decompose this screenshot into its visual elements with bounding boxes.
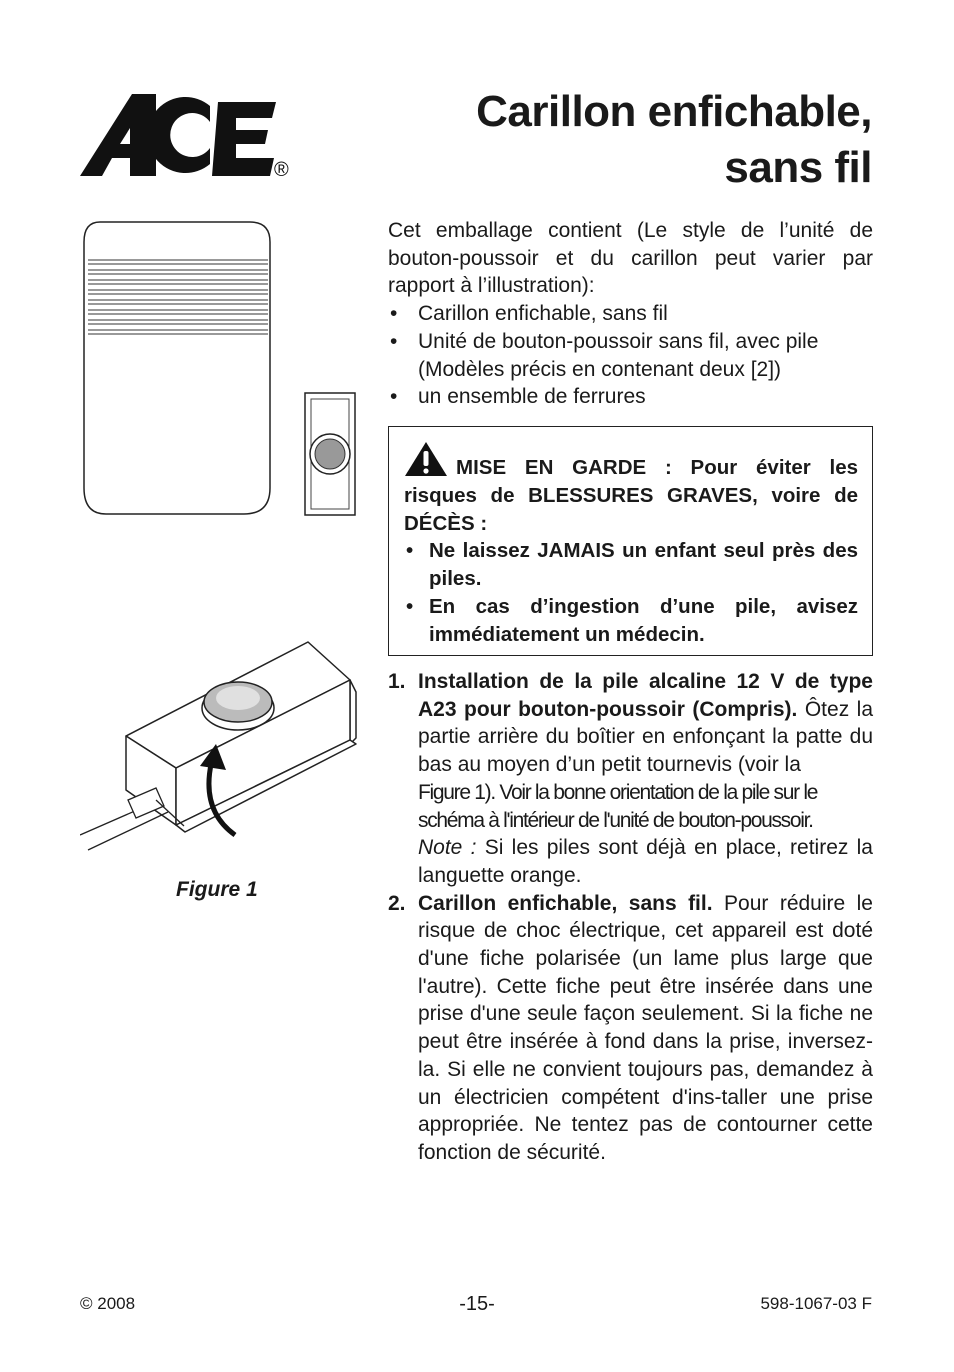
list-item: • Carillon enfichable, sans fil — [390, 302, 668, 326]
step-2: 2. Carillon enfichable, sans fil. Pour réduire le risque de choc électrique, cet appareil est doté d'une fiche polarisée (un lame plus large que l'autre). Cette fiche peut être insérée dans une prise d'une seule façon seulement. Si la fiche ne peut être insérée à fond dans la prise, inversez-la. Si elle ne convient toujours pas, demandez à un électricien compétent d'ins-taller une prise appropriée. Ne tentez pas de contourner cette fonction de sécurité. — [388, 891, 873, 1164]
ace-logo — [80, 88, 295, 180]
warning-heading: MISE EN GARDE : Pour éviter les risques de BLESSURES GRAVES, voire de DÉCÈS : — [404, 441, 858, 537]
warning-triangle-icon — [404, 441, 448, 477]
list-item: • Ne laissez JAMAIS un enfant seul près des piles. — [406, 539, 858, 591]
note-label: Note : — [418, 836, 477, 860]
list-item: • En cas d’ingestion d’une pile, avisez immédiatement un médecin. — [406, 594, 858, 646]
step-1-heading: Installation de la pile alcaline 12 V de type A23 pour bouton-poussoir (Compris). — [418, 670, 873, 721]
step-1-body-condensed: Figure 1). Voir la bonne orientation de la pile sur le schéma à l'intérieur de l'unité de bouton-poussoir. — [418, 780, 818, 832]
list-item: • Unité de bouton-poussoir sans fil, avec pile (Modèles précis en contenant deux [2]) — [390, 329, 819, 381]
package-contents — [388, 217, 873, 411]
figure-caption: Figure 1 — [176, 878, 258, 901]
registered-mark: ® — [274, 159, 289, 180]
document-number: 598-1067-03 F — [760, 1294, 872, 1313]
instruction-steps — [388, 668, 873, 1167]
note-text: Si les piles sont déjà en place, retirez la languette orange. — [418, 836, 873, 887]
figure-1-illustration — [80, 640, 365, 865]
chime-illustration — [80, 218, 360, 518]
step-2-body: Pour réduire le risque de choc électrique, cet appareil est doté d'une fiche polarisée (un lame plus large que l'autre). Cette fiche peut être insérée dans une prise d'une seule façon seulement. Si la fiche ne peut être insérée à fond dans la prise, inversez-la. Si elle ne convient toujours pas, demandez à un électricien compétent d'ins-taller une prise appropriée. Ne tentez pas de contourner cette fonction de sécurité. — [418, 891, 873, 1164]
warning-list — [404, 537, 858, 648]
warning-box — [388, 426, 873, 656]
page-number: -15- — [459, 1293, 495, 1315]
title-line-2: sans fil — [724, 143, 872, 192]
copyright: © 2008 — [80, 1294, 136, 1313]
contents-list — [388, 300, 873, 411]
list-item: • un ensemble de ferrures — [390, 385, 646, 409]
step-1-body: Ôtez la partie arrière du boîtier en enfonçant la patte du bas au moyen d’un petit tournevis (voir la — [418, 697, 873, 777]
intro-text: Cet emballage contient (Le style de l’unité de bouton-poussoir et du carillon peut varier par rapport à l’illustration): — [388, 219, 873, 298]
step-1: 1. Installation de la pile alcaline 12 V de type A23 pour bouton-poussoir (Compris). Ôtez la partie arrière du boîtier en enfonçant la patte du bas au moyen d’un petit tournevis (voir la Figure 1). Voir la bonne orientation de la pile sur le schéma à l'intérieur de l'unité de bouton-poussoir. Note : Si les piles sont déjà en place, retirez la languette orange. — [388, 670, 873, 887]
title-line-1: Carillon enfichable, — [476, 87, 872, 136]
page-title — [476, 84, 872, 196]
step-2-heading: Carillon enfichable, sans fil. — [418, 891, 713, 915]
